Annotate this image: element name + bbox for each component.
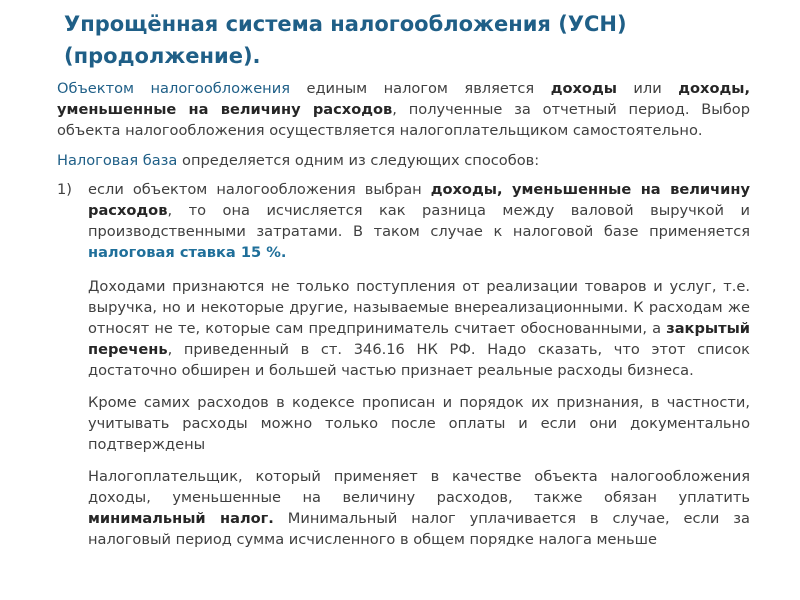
list-item-text bbox=[88, 179, 750, 263]
income-term: доходы bbox=[550, 80, 617, 97]
slide-content bbox=[57, 78, 750, 561]
text-fragment: , то она исчисляется как разница между валовой выручкой и производственными затратами. В таком случае к налоговой базе применяется bbox=[88, 202, 750, 240]
text-fragment: , полученные за отчетный период. Выбор объекта налогообложения осуществляется налогоплательщиком самостоятельно. bbox=[57, 101, 750, 139]
tax-base-paragraph bbox=[57, 150, 750, 171]
text-fragment: если объектом налогообложения выбран bbox=[88, 181, 431, 198]
list-item bbox=[57, 179, 750, 263]
tax-object-paragraph bbox=[57, 78, 750, 141]
text-fragment: Минимальный налог уплачивается в случае, если за налоговый период сумма исчисленного в общем порядке налога меньше bbox=[88, 510, 750, 548]
text-fragment: Доходами признаются не только поступления от реализации товаров и услуг, т.е. выручка, но и некоторые другие, называемые внереализационными. К расходам же относят не те, которые сам предприниматель считает обоснованными, а bbox=[88, 278, 750, 337]
income-expenses-paragraph bbox=[88, 276, 750, 381]
expense-recognition-paragraph: Кроме самих расходов в кодексе прописан и порядок их признания, в частности, учитывать расходы можно только после оплаты и если они документально подтверждены bbox=[88, 394, 750, 453]
tax-rate-term: налоговая ставка 15 %. bbox=[88, 244, 287, 261]
list-number: 1) bbox=[57, 181, 72, 198]
text-fragment: , приведенный в ст. 346.16 НК РФ. Надо сказать, что этот список достаточно обширен и большей частью признает реальные расходы бизнеса. bbox=[88, 341, 750, 379]
text-fragment: единым налогом является bbox=[289, 80, 551, 97]
minimum-tax-term: минимальный налог. bbox=[88, 510, 274, 527]
text-fragment: или bbox=[616, 80, 679, 97]
closed-list-term: закрытый перечень bbox=[88, 320, 750, 358]
tax-object-term: Объектом налогообложения bbox=[57, 80, 290, 97]
minimum-tax-paragraph bbox=[88, 466, 750, 550]
tax-base-term: Налоговая база bbox=[57, 152, 178, 169]
text-fragment: Налогоплательщик, который применяет в качестве объекта налогообложения доходы, уменьшенные на величину расходов, также обязан уплатить bbox=[88, 468, 750, 506]
text-fragment: определяется одним из следующих способов: bbox=[177, 152, 540, 169]
income-minus-expenses-term: доходы, уменьшенные на величину расходов bbox=[57, 80, 750, 118]
slide-title: Упрощённая система налогообложения (УСН) (продолжение). bbox=[64, 12, 627, 68]
income-minus-expenses-term: доходы, уменьшенные на величину расходов bbox=[88, 181, 750, 219]
